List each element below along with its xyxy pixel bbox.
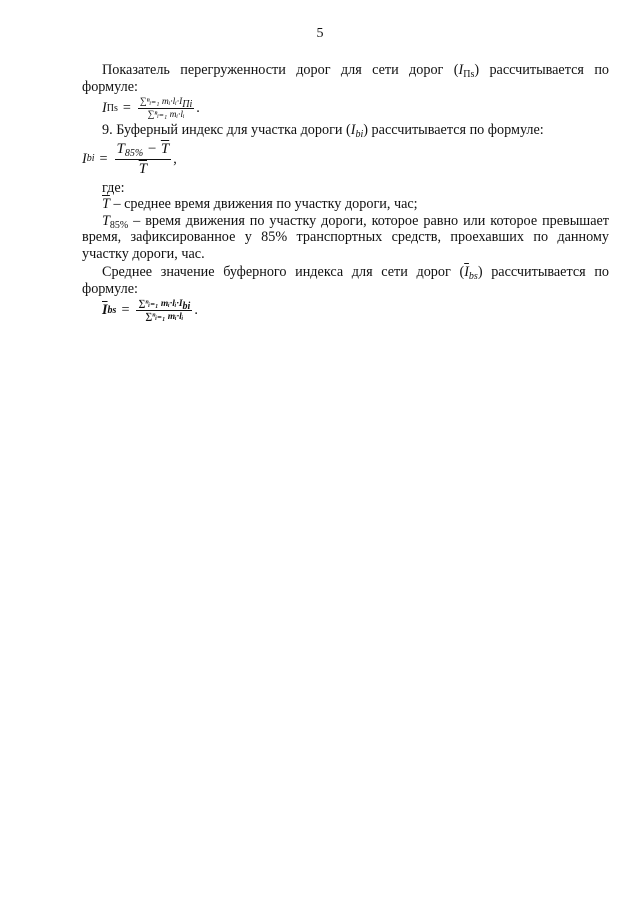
formula-mean-buffer-index: $\overline{I}$ bs = $\frac{\sum^nᵢ_{=1} mᵢ\cdot lᵢ\cdot I_{bi}}{\text{∑ⁿᵢ₌₁ mᵢ·lᵢ}}$ .: [102, 299, 198, 322]
p1-symbol: I: [458, 62, 464, 78]
f2-num-sub: 85%: [124, 147, 144, 159]
p1-text: Показатель перегруженности дорог для сети дорог (: [102, 62, 459, 78]
p3-symbol-sub: bs: [468, 271, 478, 282]
document-body: [82, 62, 609, 324]
f2-num-minus: −: [143, 140, 161, 157]
f3-equals: =: [121, 302, 130, 319]
p1-tail: ) рассчитывается по формуле:: [82, 62, 609, 95]
f1-tail: .: [196, 100, 200, 117]
f2-tail: ,: [173, 150, 177, 167]
f1-numerator: [138, 97, 194, 109]
f2-denominator: T: [138, 160, 148, 177]
p2-symbol-sub: bi: [355, 129, 364, 140]
paragraph-mean-buffer-index: [82, 264, 609, 297]
definition-mean-time: [102, 196, 609, 213]
definition-t85: [82, 213, 609, 263]
p3-tail: ) рассчитывается по формуле:: [82, 264, 610, 297]
f2-numerator: [115, 141, 172, 160]
page-number: 5: [316, 26, 324, 41]
f3-num-sub: bi: [182, 301, 191, 312]
def2-symbol: T: [102, 212, 110, 229]
p2-symbol: I: [350, 122, 356, 138]
f1-lhs: I: [102, 100, 107, 117]
p3-text: Среднее значение буферного индекса для сети дорог (: [102, 264, 465, 280]
f1-fraction: [138, 97, 194, 120]
f2-lhs: I: [82, 150, 87, 167]
f1-denominator: ∑ⁿᵢ₌₁ mᵢ·lᵢ: [147, 110, 185, 120]
def1-text: – среднее время движения по участку дороги, час;: [109, 196, 418, 212]
where-label: где:: [102, 179, 125, 196]
def1-symbol: $\overline{T}$: [102, 196, 110, 212]
f2-equals: =: [99, 150, 108, 167]
p2-tail: ) рассчитывается по формуле:: [363, 122, 544, 138]
f3-lhs: $\overline{I}$: [102, 302, 108, 319]
paragraph-congestion-network: [82, 62, 609, 95]
f3-num-text: ∑ⁿᵢ₌₁ mᵢ·lᵢ·I: [138, 299, 183, 309]
p3-symbol: $\overline{I}$: [464, 264, 469, 280]
p2-text: 9. Буферный индекс для участка дороги (: [102, 122, 351, 138]
f1-num-sub: Пi: [182, 99, 193, 110]
def2-symbol-sub: 85%: [109, 219, 129, 231]
formula-congestion-network: I Пs = $\frac{\sum^nᵢ_{=1} mᵢ\cdot lᵢ\cdot I_{Пi}}{\text{∑ⁿᵢ₌₁ mᵢ·lᵢ}}$ .: [102, 97, 200, 120]
f2-fraction: [115, 141, 172, 178]
f1-equals: =: [122, 100, 131, 117]
f3-tail: .: [194, 302, 198, 319]
f2-num-t: T: [116, 140, 125, 157]
def2-text: – время движения по участку дороги, которое равно или которое превышает время, зафиксированное у 85% транспортных средств, проехавших по данному участку дороги, час.: [82, 212, 609, 262]
f2-num-tbar: $\overline{T}$: [160, 140, 170, 157]
f1-num-text: ∑ⁿᵢ₌₁ mᵢ·lᵢ·I: [139, 97, 183, 107]
f3-denominator: ∑ⁿᵢ₌₁ mᵢ·lᵢ: [145, 312, 184, 322]
f3-numerator: [136, 299, 192, 311]
paragraph-buffer-index: [82, 122, 609, 139]
p1-symbol-sub: Пs: [463, 69, 475, 80]
formula-buffer-index: I bi = $\frac{T_{85\%} - \overline{T}}{T}$ ,: [82, 140, 177, 177]
f3-fraction: [136, 299, 192, 322]
